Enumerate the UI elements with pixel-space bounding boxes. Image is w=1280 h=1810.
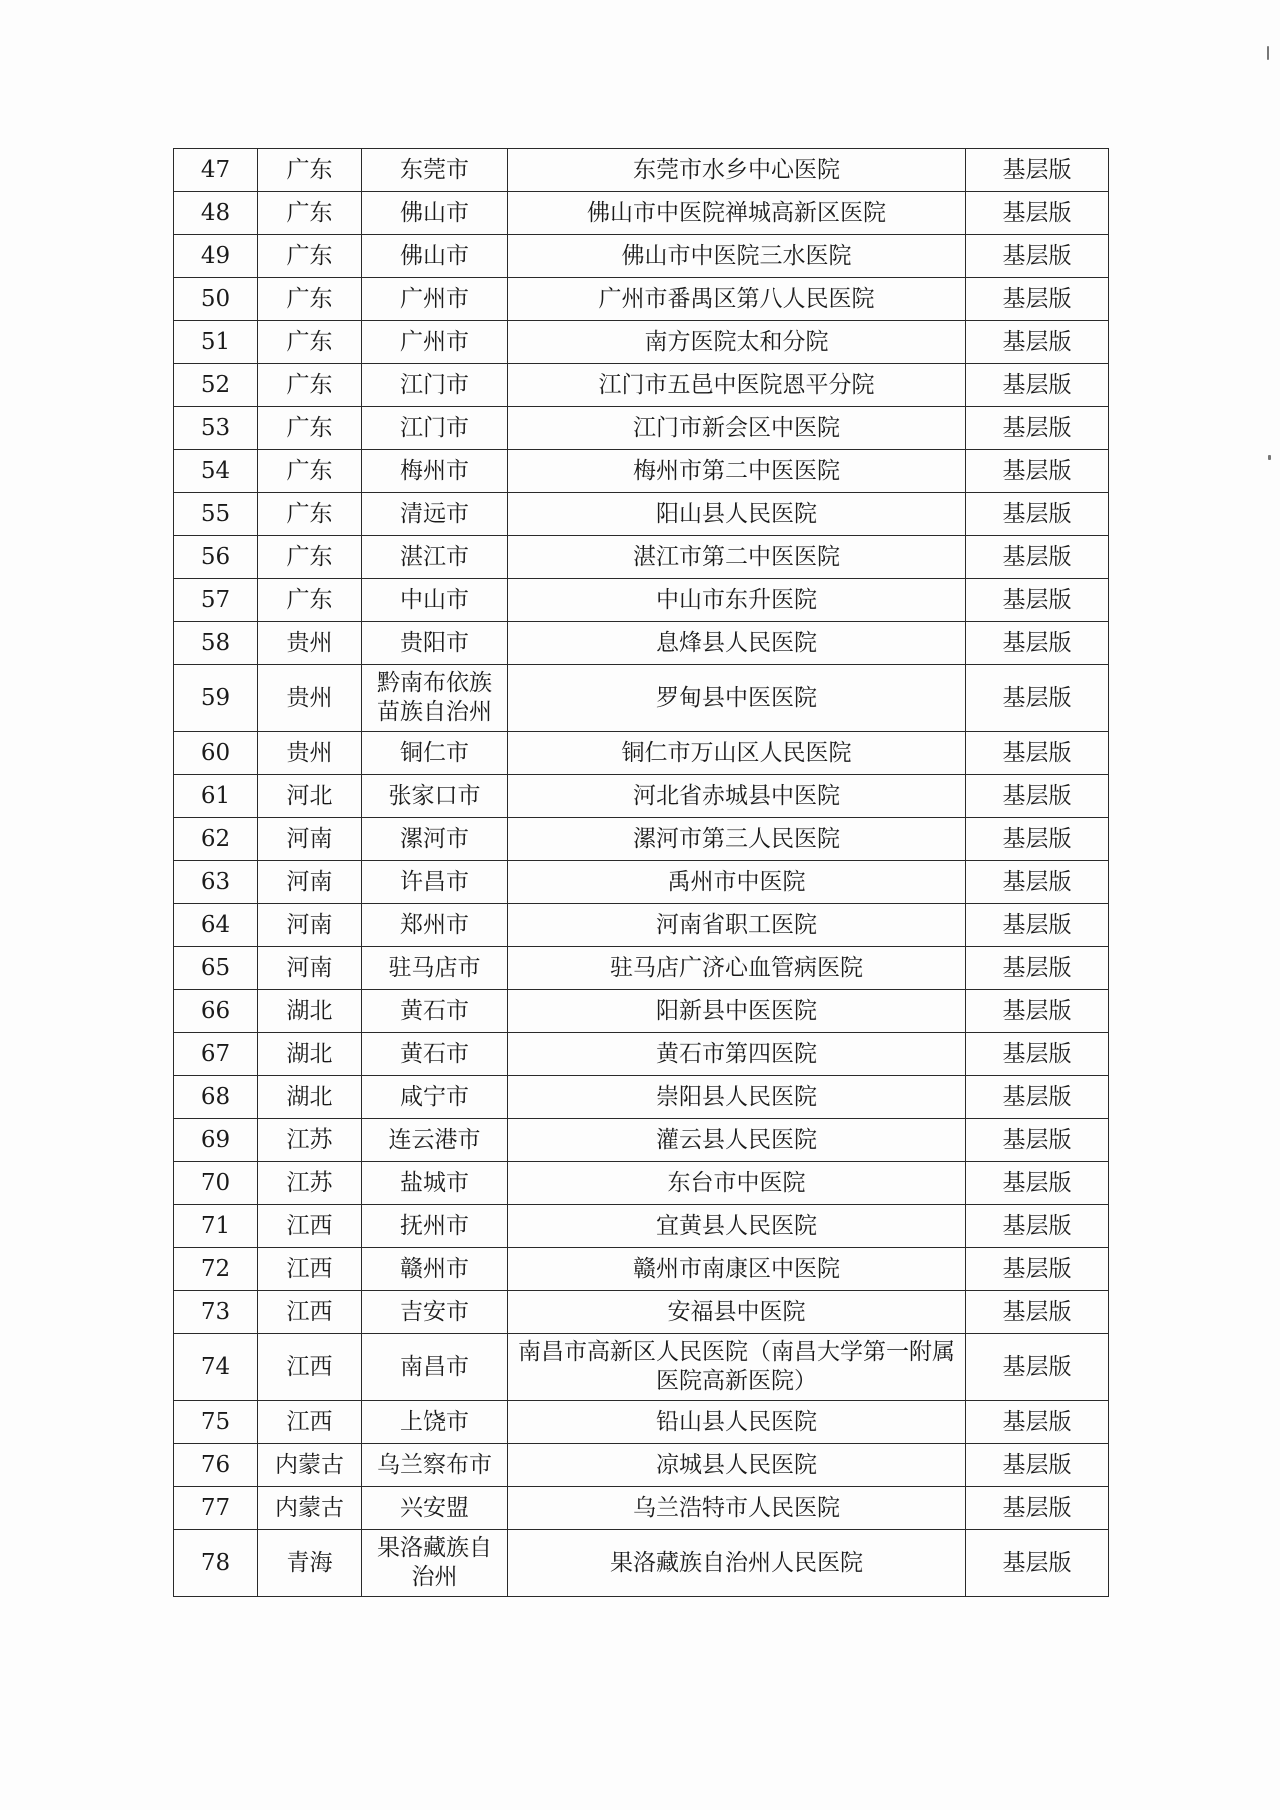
hospital-cell: 罗甸县中医医院 [508, 665, 966, 732]
table-row [174, 732, 1109, 775]
province-cell: 湖北 [258, 990, 362, 1033]
city-cell: 赣州市 [362, 1248, 508, 1291]
city-cell: 郑州市 [362, 904, 508, 947]
row-number: 59 [174, 665, 258, 732]
version-cell: 基层版 [966, 1119, 1109, 1162]
version-cell: 基层版 [966, 1291, 1109, 1334]
hospital-cell: 驻马店广济心血管病医院 [508, 947, 966, 990]
city-cell: 南昌市 [362, 1334, 508, 1401]
row-number: 75 [174, 1401, 258, 1444]
province-cell: 湖北 [258, 1076, 362, 1119]
row-number: 71 [174, 1205, 258, 1248]
province-cell: 江苏 [258, 1119, 362, 1162]
version-cell: 基层版 [966, 1530, 1109, 1597]
city-cell: 佛山市 [362, 235, 508, 278]
table-row [174, 1205, 1109, 1248]
hospital-cell: 崇阳县人民医院 [508, 1076, 966, 1119]
hospital-cell: 灌云县人民医院 [508, 1119, 966, 1162]
hospital-table-body [174, 149, 1109, 1597]
city-cell: 上饶市 [362, 1401, 508, 1444]
table-row [174, 1248, 1109, 1291]
province-cell: 贵州 [258, 665, 362, 732]
city-cell: 盐城市 [362, 1162, 508, 1205]
row-number: 69 [174, 1119, 258, 1162]
row-number: 78 [174, 1530, 258, 1597]
row-number: 53 [174, 407, 258, 450]
table-row [174, 1530, 1109, 1597]
province-cell: 河南 [258, 818, 362, 861]
province-cell: 内蒙古 [258, 1444, 362, 1487]
city-cell: 中山市 [362, 579, 508, 622]
row-number: 73 [174, 1291, 258, 1334]
row-number: 61 [174, 775, 258, 818]
hospital-cell: 广州市番禺区第八人民医院 [508, 278, 966, 321]
table-row [174, 321, 1109, 364]
row-number: 64 [174, 904, 258, 947]
hospital-cell: 黄石市第四医院 [508, 1033, 966, 1076]
hospital-cell: 赣州市南康区中医院 [508, 1248, 966, 1291]
city-cell: 抚州市 [362, 1205, 508, 1248]
version-cell: 基层版 [966, 622, 1109, 665]
version-cell: 基层版 [966, 1444, 1109, 1487]
table-row [174, 1162, 1109, 1205]
version-cell: 基层版 [966, 1205, 1109, 1248]
row-number: 47 [174, 149, 258, 192]
hospital-table [173, 148, 1109, 1597]
city-cell: 清远市 [362, 493, 508, 536]
hospital-cell: 东台市中医院 [508, 1162, 966, 1205]
city-cell: 果洛藏族自治州 [362, 1530, 508, 1597]
city-cell: 江门市 [362, 364, 508, 407]
hospital-cell: 佛山市中医院禅城高新区医院 [508, 192, 966, 235]
table-row [174, 818, 1109, 861]
hospital-cell: 果洛藏族自治州人民医院 [508, 1530, 966, 1597]
version-cell: 基层版 [966, 665, 1109, 732]
province-cell: 湖北 [258, 1033, 362, 1076]
version-cell: 基层版 [966, 321, 1109, 364]
row-number: 49 [174, 235, 258, 278]
row-number: 62 [174, 818, 258, 861]
city-cell: 佛山市 [362, 192, 508, 235]
scan-speck [1267, 46, 1269, 60]
hospital-cell: 安福县中医院 [508, 1291, 966, 1334]
city-cell: 兴安盟 [362, 1487, 508, 1530]
province-cell: 内蒙古 [258, 1487, 362, 1530]
city-cell: 广州市 [362, 321, 508, 364]
table-row [174, 990, 1109, 1033]
table-row [174, 904, 1109, 947]
version-cell: 基层版 [966, 149, 1109, 192]
table-row [174, 235, 1109, 278]
province-cell: 贵州 [258, 732, 362, 775]
version-cell: 基层版 [966, 775, 1109, 818]
hospital-cell: 佛山市中医院三水医院 [508, 235, 966, 278]
table-row [174, 1444, 1109, 1487]
hospital-cell: 禹州市中医院 [508, 861, 966, 904]
hospital-cell: 梅州市第二中医医院 [508, 450, 966, 493]
version-cell: 基层版 [966, 1076, 1109, 1119]
city-cell: 许昌市 [362, 861, 508, 904]
city-cell: 黔南布依族苗族自治州 [362, 665, 508, 732]
hospital-cell: 中山市东升医院 [508, 579, 966, 622]
city-cell: 连云港市 [362, 1119, 508, 1162]
version-cell: 基层版 [966, 861, 1109, 904]
province-cell: 江西 [258, 1205, 362, 1248]
version-cell: 基层版 [966, 732, 1109, 775]
table-row [174, 947, 1109, 990]
row-number: 65 [174, 947, 258, 990]
city-cell: 漯河市 [362, 818, 508, 861]
hospital-cell: 阳新县中医医院 [508, 990, 966, 1033]
hospital-cell: 河北省赤城县中医院 [508, 775, 966, 818]
row-number: 74 [174, 1334, 258, 1401]
province-cell: 江西 [258, 1334, 362, 1401]
province-cell: 广东 [258, 450, 362, 493]
version-cell: 基层版 [966, 278, 1109, 321]
city-cell: 黄石市 [362, 990, 508, 1033]
city-cell: 东莞市 [362, 149, 508, 192]
row-number: 58 [174, 622, 258, 665]
version-cell: 基层版 [966, 1334, 1109, 1401]
version-cell: 基层版 [966, 904, 1109, 947]
city-cell: 吉安市 [362, 1291, 508, 1334]
city-cell: 黄石市 [362, 1033, 508, 1076]
version-cell: 基层版 [966, 947, 1109, 990]
hospital-cell: 漯河市第三人民医院 [508, 818, 966, 861]
hospital-cell: 江门市新会区中医院 [508, 407, 966, 450]
province-cell: 江苏 [258, 1162, 362, 1205]
city-cell: 梅州市 [362, 450, 508, 493]
hospital-cell: 河南省职工医院 [508, 904, 966, 947]
province-cell: 广东 [258, 536, 362, 579]
city-cell: 贵阳市 [362, 622, 508, 665]
province-cell: 广东 [258, 278, 362, 321]
hospital-cell: 铜仁市万山区人民医院 [508, 732, 966, 775]
row-number: 57 [174, 579, 258, 622]
hospital-cell: 息烽县人民医院 [508, 622, 966, 665]
city-cell: 驻马店市 [362, 947, 508, 990]
table-row [174, 665, 1109, 732]
province-cell: 广东 [258, 149, 362, 192]
province-cell: 江西 [258, 1248, 362, 1291]
province-cell: 广东 [258, 407, 362, 450]
table-row [174, 1033, 1109, 1076]
row-number: 63 [174, 861, 258, 904]
table-row [174, 493, 1109, 536]
province-cell: 广东 [258, 493, 362, 536]
hospital-cell: 凉城县人民医院 [508, 1444, 966, 1487]
version-cell: 基层版 [966, 192, 1109, 235]
version-cell: 基层版 [966, 364, 1109, 407]
city-cell: 咸宁市 [362, 1076, 508, 1119]
hospital-cell: 江门市五邑中医院恩平分院 [508, 364, 966, 407]
row-number: 50 [174, 278, 258, 321]
row-number: 48 [174, 192, 258, 235]
row-number: 52 [174, 364, 258, 407]
hospital-cell: 湛江市第二中医医院 [508, 536, 966, 579]
city-cell: 乌兰察布市 [362, 1444, 508, 1487]
row-number: 56 [174, 536, 258, 579]
table-row [174, 1119, 1109, 1162]
version-cell: 基层版 [966, 1162, 1109, 1205]
province-cell: 河南 [258, 904, 362, 947]
row-number: 67 [174, 1033, 258, 1076]
row-number: 51 [174, 321, 258, 364]
row-number: 68 [174, 1076, 258, 1119]
hospital-cell: 南昌市高新区人民医院（南昌大学第一附属医院高新医院） [508, 1334, 966, 1401]
table-row [174, 775, 1109, 818]
row-number: 54 [174, 450, 258, 493]
hospital-cell: 铅山县人民医院 [508, 1401, 966, 1444]
version-cell: 基层版 [966, 1248, 1109, 1291]
province-cell: 江西 [258, 1401, 362, 1444]
table-row [174, 364, 1109, 407]
version-cell: 基层版 [966, 1487, 1109, 1530]
table-row [174, 579, 1109, 622]
province-cell: 广东 [258, 192, 362, 235]
province-cell: 广东 [258, 321, 362, 364]
city-cell: 张家口市 [362, 775, 508, 818]
province-cell: 贵州 [258, 622, 362, 665]
row-number: 66 [174, 990, 258, 1033]
row-number: 55 [174, 493, 258, 536]
table-row [174, 1487, 1109, 1530]
version-cell: 基层版 [966, 235, 1109, 278]
province-cell: 河南 [258, 947, 362, 990]
row-number: 72 [174, 1248, 258, 1291]
table-row [174, 149, 1109, 192]
table-row [174, 1401, 1109, 1444]
row-number: 76 [174, 1444, 258, 1487]
row-number: 60 [174, 732, 258, 775]
province-cell: 河北 [258, 775, 362, 818]
table-row [174, 1291, 1109, 1334]
version-cell: 基层版 [966, 536, 1109, 579]
row-number: 70 [174, 1162, 258, 1205]
hospital-cell: 东莞市水乡中心医院 [508, 149, 966, 192]
province-cell: 江西 [258, 1291, 362, 1334]
row-number: 77 [174, 1487, 258, 1530]
table-row [174, 407, 1109, 450]
province-cell: 广东 [258, 579, 362, 622]
hospital-cell: 阳山县人民医院 [508, 493, 966, 536]
province-cell: 广东 [258, 235, 362, 278]
table-row [174, 450, 1109, 493]
province-cell: 河南 [258, 861, 362, 904]
version-cell: 基层版 [966, 990, 1109, 1033]
city-cell: 江门市 [362, 407, 508, 450]
hospital-cell: 乌兰浩特市人民医院 [508, 1487, 966, 1530]
table-row [174, 1334, 1109, 1401]
province-cell: 青海 [258, 1530, 362, 1597]
table-row [174, 1076, 1109, 1119]
version-cell: 基层版 [966, 1401, 1109, 1444]
version-cell: 基层版 [966, 450, 1109, 493]
version-cell: 基层版 [966, 818, 1109, 861]
scan-speck [1268, 455, 1271, 460]
hospital-cell: 南方医院太和分院 [508, 321, 966, 364]
city-cell: 广州市 [362, 278, 508, 321]
province-cell: 广东 [258, 364, 362, 407]
table-row [174, 278, 1109, 321]
city-cell: 湛江市 [362, 536, 508, 579]
version-cell: 基层版 [966, 493, 1109, 536]
version-cell: 基层版 [966, 1033, 1109, 1076]
city-cell: 铜仁市 [362, 732, 508, 775]
table-row [174, 861, 1109, 904]
table-row [174, 536, 1109, 579]
hospital-cell: 宜黄县人民医院 [508, 1205, 966, 1248]
version-cell: 基层版 [966, 407, 1109, 450]
table-row [174, 192, 1109, 235]
version-cell: 基层版 [966, 579, 1109, 622]
table-row [174, 622, 1109, 665]
